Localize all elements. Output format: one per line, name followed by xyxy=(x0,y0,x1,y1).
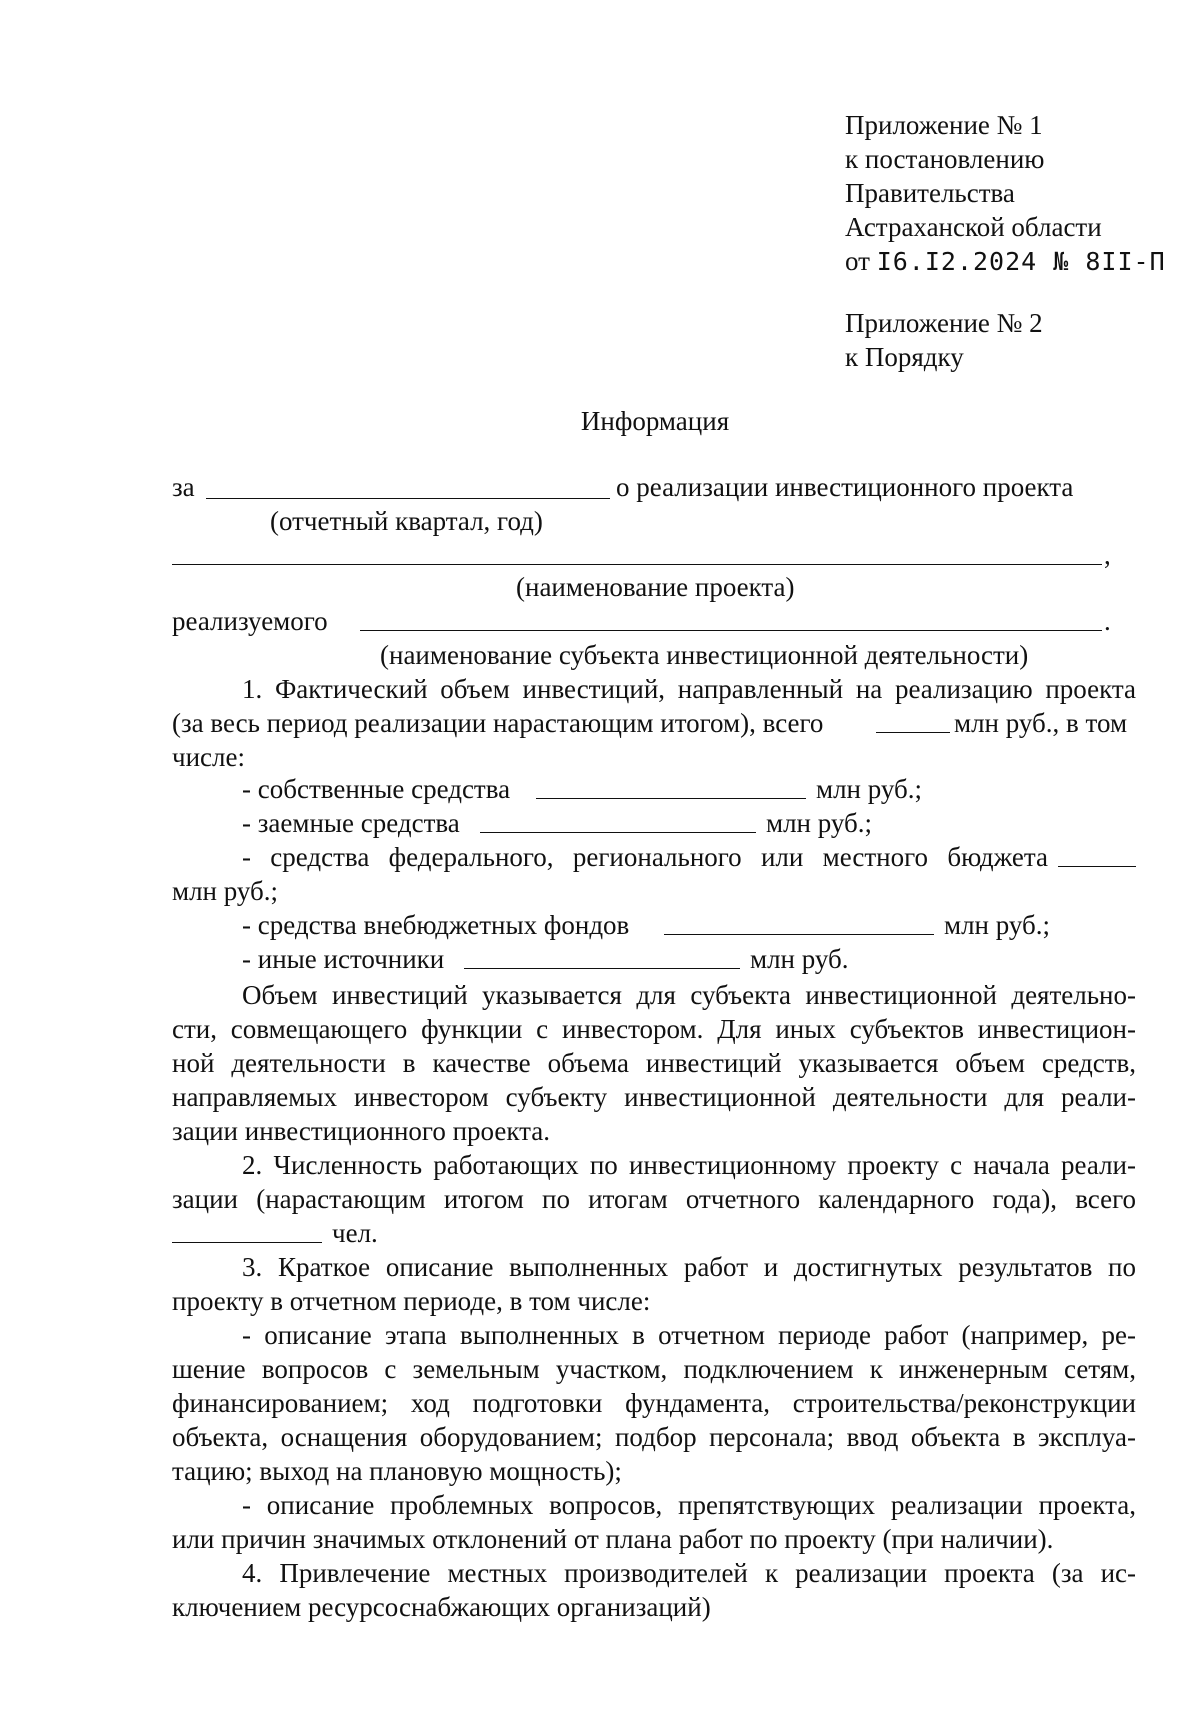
extra-funds-unit: млн руб.; xyxy=(944,910,1051,940)
loan-funds-unit: млн руб.; xyxy=(766,808,873,838)
header-line-4: Астраханской области xyxy=(845,212,1102,242)
header-line-5 xyxy=(845,244,1166,279)
s3-item-a-2: шение вопросов с земельным участком, подключением к инженерным сетям, xyxy=(172,1354,1136,1384)
s3-item-a-3: финансированием; ход подготовки фундамента, строительства/реконструкции xyxy=(172,1388,1136,1418)
s3-line-2: проекту в отчетном периоде, в том числе: xyxy=(172,1286,651,1316)
s4-line-2: ключением ресурсоснабжающих организаций) xyxy=(172,1592,711,1622)
s4-line-1: 4. Привлечение местных производителей к реализации проекта (за ис- xyxy=(242,1558,1136,1588)
period-blank[interactable] xyxy=(206,498,610,499)
budget-funds-unit: млн руб.; xyxy=(172,876,279,906)
s3-item-a-5: тацию; выход на плановую мощность); xyxy=(172,1456,622,1486)
other-sources-unit: млн руб. xyxy=(750,944,849,974)
s3-item-a-1: - описание этапа выполненных в отчетном периоде работ (например, ре- xyxy=(242,1320,1136,1350)
form-about: о реализации инвестиционного проекта xyxy=(616,472,1074,502)
s3-line-1: 3. Краткое описание выполненных работ и достигнутых результатов по xyxy=(242,1252,1136,1282)
header-line-3: Правительства xyxy=(845,178,1015,208)
s1-note-5: зации инвестиционного проекта. xyxy=(172,1116,550,1146)
period-hint: (отчетный квартал, год) xyxy=(270,506,543,536)
document-title: Информация xyxy=(580,406,730,436)
own-funds-label: - собственные средства xyxy=(242,774,511,804)
s1-note-3: ной деятельности в качестве объема инвестиций указывается объем средств, xyxy=(172,1048,1136,1078)
subject-name-blank[interactable] xyxy=(360,630,1102,631)
own-funds-unit: млн руб.; xyxy=(816,774,923,804)
other-sources-blank[interactable] xyxy=(464,968,740,969)
date-prefix: от xyxy=(845,246,870,276)
form-realized: реализуемого xyxy=(172,606,328,636)
other-sources-label: - иные источники xyxy=(242,944,445,974)
header-line-6: Приложение № 2 xyxy=(845,308,1043,338)
s1-note-2: сти, совмещающего функции с инвестором. Для иных субъектов инвестицион- xyxy=(172,1014,1136,1044)
s1-note-1: Объем инвестиций указывается для субъекта инвестиционной деятельно- xyxy=(242,980,1136,1010)
total-blank[interactable] xyxy=(876,732,950,733)
comma: , xyxy=(1104,540,1111,570)
loan-funds-blank[interactable] xyxy=(480,832,756,833)
s2-line-1: 2. Численность работающих по инвестиционному проекту с начала реали- xyxy=(242,1150,1136,1180)
header-line-7: к Порядку xyxy=(845,342,964,372)
header-line-2: к постановлению xyxy=(845,144,1045,174)
project-name-blank[interactable] xyxy=(172,564,1102,565)
s1-line-3: числе: xyxy=(172,742,245,772)
s3-item-b-1: - описание проблемных вопросов, препятствующих реализации проекта, xyxy=(242,1490,1136,1520)
own-funds-blank[interactable] xyxy=(536,798,806,799)
dot: . xyxy=(1104,606,1111,636)
project-name-hint: (наименование проекта) xyxy=(516,572,795,602)
extra-funds-blank[interactable] xyxy=(664,934,934,935)
budget-funds-label: - средства федерального, регионального или местного бюджета xyxy=(242,842,1048,872)
s1-line-2b: млн руб., в том xyxy=(954,708,1128,738)
loan-funds-label: - заемные средства xyxy=(242,808,460,838)
s2-line-2: зации (нарастающим итогом по итогам отчетного календарного года), всего xyxy=(172,1184,1136,1214)
s1-line-2a: (за весь период реализации нарастающим итогом), всего xyxy=(172,708,824,738)
s2-unit: чел. xyxy=(332,1218,378,1248)
s1-note-4: направляемых инвестором субъекту инвестиционной деятельности для реали- xyxy=(172,1082,1136,1112)
header-line-1: Приложение № 1 xyxy=(845,110,1043,140)
date-number-stamp: I6.I2.2024 № 8II-П xyxy=(876,247,1166,276)
subject-name-hint: (наименование субъекта инвестиционной деятельности) xyxy=(380,640,1029,670)
s1-line-1: 1. Фактический объем инвестиций, направленный на реализацию проекта xyxy=(242,674,1136,704)
extra-funds-label: - средства внебюджетных фондов xyxy=(242,910,630,940)
form-za: за xyxy=(172,472,195,502)
s3-item-b-2: или причин значимых отклонений от плана работ по проекту (при наличии). xyxy=(172,1524,1054,1554)
s3-item-a-4: объекта, оснащения оборудованием; подбор персонала; ввод объекта в эксплуа- xyxy=(172,1422,1136,1452)
budget-funds-blank[interactable] xyxy=(1058,866,1136,867)
employees-blank[interactable] xyxy=(172,1242,322,1243)
